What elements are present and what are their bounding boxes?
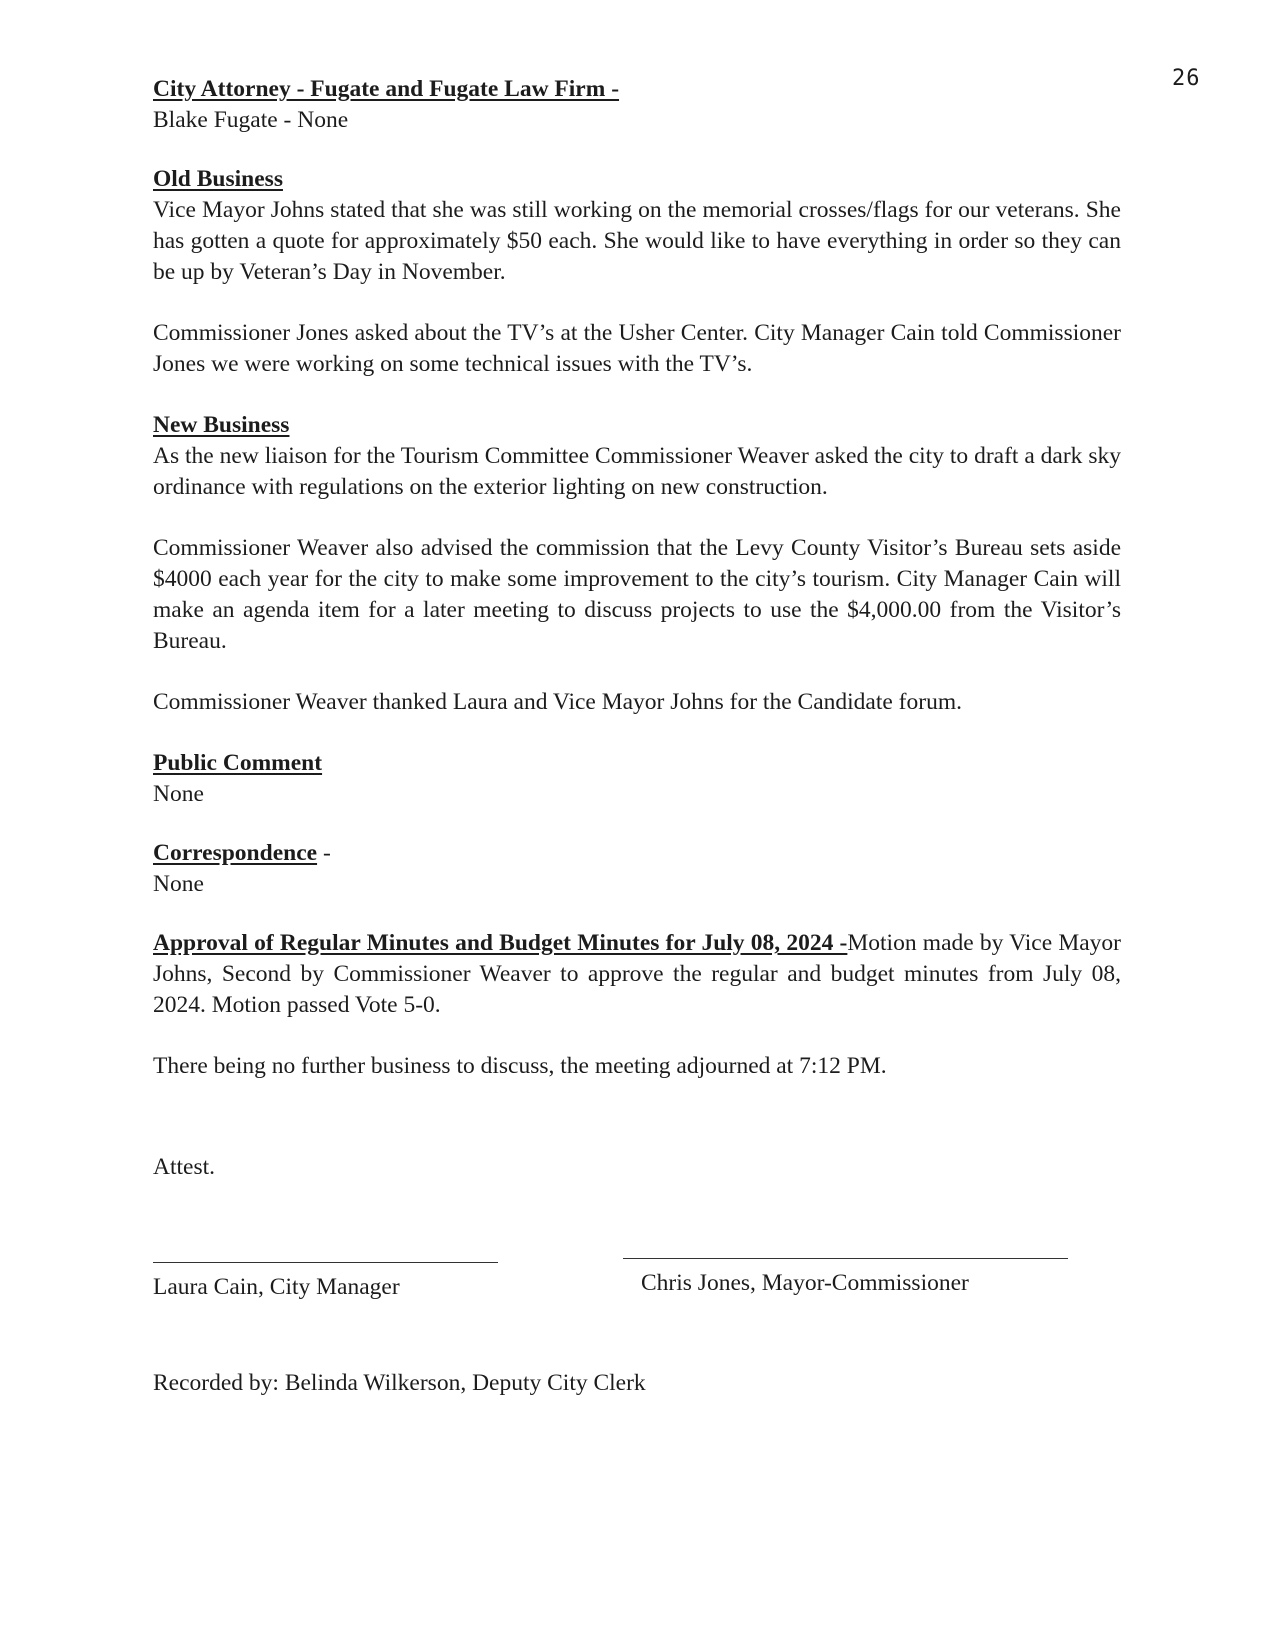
adjourn-statement: There being no further business to discuss, the meeting adjourned at 7:12 PM.: [153, 1053, 887, 1079]
public-comment-text: None: [153, 781, 204, 807]
page-number: 26: [1172, 66, 1201, 91]
old-business-section: [153, 164, 1121, 380]
minutes-body: [153, 74, 1121, 1082]
signature-name-left: Laura Cain, City Manager: [153, 1274, 400, 1300]
correspondence-section: [153, 838, 1121, 900]
public-comment-section: [153, 748, 1121, 810]
old-business-heading: Old Business: [153, 166, 283, 192]
city-attorney-heading: City Attorney - Fugate and Fugate Law Firm -: [153, 76, 620, 102]
old-business-paragraph: Commissioner Jones asked about the TV’s at the Usher Center. City Manager Cain told Commissioner Jones we were working on some technical issues with the TV’s.: [153, 320, 1121, 377]
city-attorney-section: [153, 74, 1121, 136]
signature-name-right: Chris Jones, Mayor-Commissioner: [641, 1270, 969, 1296]
new-business-section: [153, 410, 1121, 718]
new-business-paragraph: Commissioner Weaver also advised the commission that the Levy County Visitor’s Bureau sets aside $4000 each year for the city to make some improvement to the city’s tourism. City Manager Cain will make an agenda item for a later meeting to discuss projects to use the $4,000.00 from the Visitor’s Bureau.: [153, 535, 1121, 654]
approval-heading: Approval of Regular Minutes and Budget Minutes for July 08, 2024 -: [153, 930, 848, 956]
approval-section: [153, 928, 1121, 1021]
attest-label: Attest.: [153, 1154, 216, 1180]
new-business-paragraph: As the new liaison for the Tourism Committee Commissioner Weaver asked the city to draft a dark sky ordinance with regulations on the exterior lighting on new construction.: [153, 443, 1121, 500]
signature-line-left: [153, 1262, 498, 1263]
city-attorney-text: Blake Fugate - None: [153, 107, 349, 133]
correspondence-text: None: [153, 871, 204, 897]
correspondence-heading: Correspondence: [153, 840, 318, 866]
recorded-by: Recorded by: Belinda Wilkerson, Deputy City Clerk: [153, 1370, 646, 1396]
approval-text: Motion made by Vice Mayor Johns, Second by Commissioner Weaver to approve the regular and budget minutes from July 08, 2024. Motion passed Vote 5-0.: [153, 930, 1121, 1018]
new-business-paragraph: Commissioner Weaver thanked Laura and Vice Mayor Johns for the Candidate forum.: [153, 689, 962, 715]
signature-line-right: [623, 1258, 1068, 1259]
approval-paragraph: [153, 928, 1121, 1021]
old-business-paragraph: Vice Mayor Johns stated that she was still working on the memorial crosses/flags for our veterans. She has gotten a quote for approximately $50 each. She would like to have everything in order so they can be up by Veteran’s Day in November.: [153, 197, 1121, 285]
correspondence-dash: -: [317, 840, 331, 866]
public-comment-heading: Public Comment: [153, 750, 323, 776]
new-business-heading: New Business: [153, 412, 290, 438]
signature-block: [153, 1262, 1121, 1322]
